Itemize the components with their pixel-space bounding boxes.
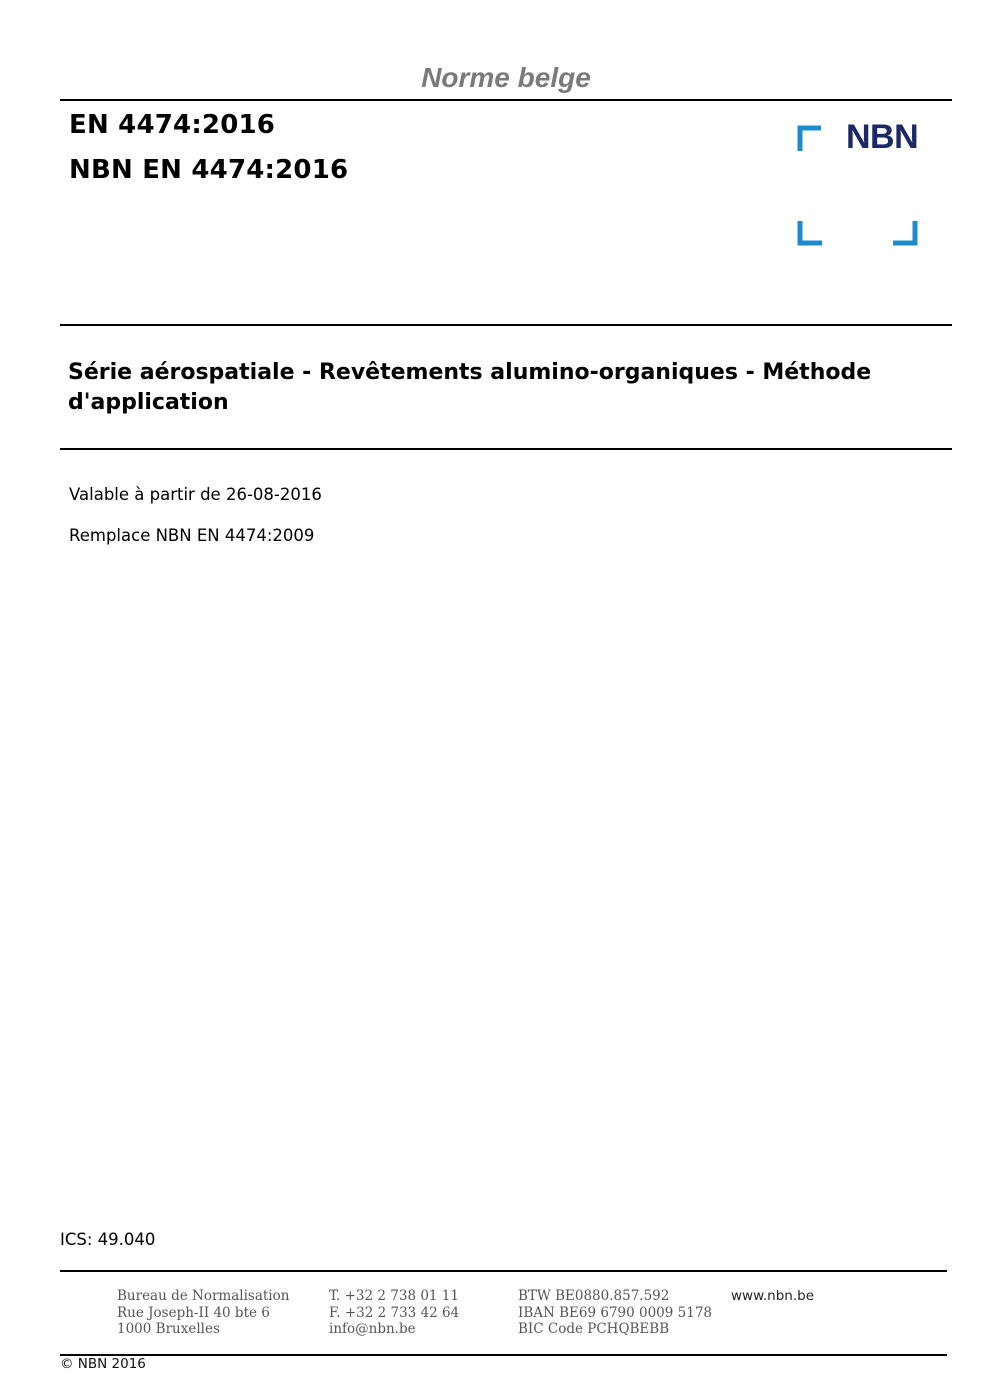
logo-bracket-bottom-right	[893, 221, 915, 243]
footer-phone: T. +32 2 738 01 11	[329, 1288, 459, 1304]
footer-fax: F. +32 2 733 42 64	[329, 1304, 460, 1321]
en-standard-number: EN 4474:2016	[69, 110, 276, 140]
copyright: © NBN 2016	[60, 1356, 146, 1372]
divider	[60, 99, 952, 101]
logo-bracket-top-left	[800, 128, 821, 151]
footer-divider	[60, 1354, 947, 1356]
divider	[60, 448, 952, 450]
footer-contact	[329, 1288, 459, 1338]
footer-address-line: 1000 Bruxelles	[117, 1321, 220, 1337]
replaces-note: Remplace NBN EN 4474:2009	[69, 526, 315, 545]
footer-website[interactable]	[731, 1288, 814, 1305]
footer-address-line: Bureau de Normalisation	[117, 1288, 290, 1304]
footer-divider	[60, 1270, 947, 1272]
footer-iban: IBAN BE69 6790 0009 5178	[518, 1304, 713, 1321]
footer-banking	[518, 1288, 712, 1338]
footer-bic: BIC Code PCHQBEBB	[518, 1321, 670, 1337]
validity-date: Valable à partir de 26-08-2016	[69, 485, 322, 504]
divider	[60, 324, 952, 326]
footer-email[interactable]: info@nbn.be	[329, 1321, 416, 1337]
logo-bracket-bottom-left	[800, 221, 822, 243]
document-title: Série aérospatiale - Revêtements alumino-organiques - Méthode d'application	[68, 360, 872, 415]
ics-code: ICS: 49.040	[60, 1230, 156, 1249]
footer-address	[117, 1288, 289, 1338]
logo-text: NBN	[846, 118, 919, 156]
nbn-standard-number: NBN EN 4474:2016	[69, 155, 349, 185]
footer-address-line: Rue Joseph-II 40 bte 6	[117, 1304, 270, 1321]
website-link[interactable]: www.nbn.be	[731, 1288, 815, 1304]
document-type-label: Norme belge	[421, 62, 591, 93]
footer-vat: BTW BE0880.857.592	[518, 1288, 670, 1304]
